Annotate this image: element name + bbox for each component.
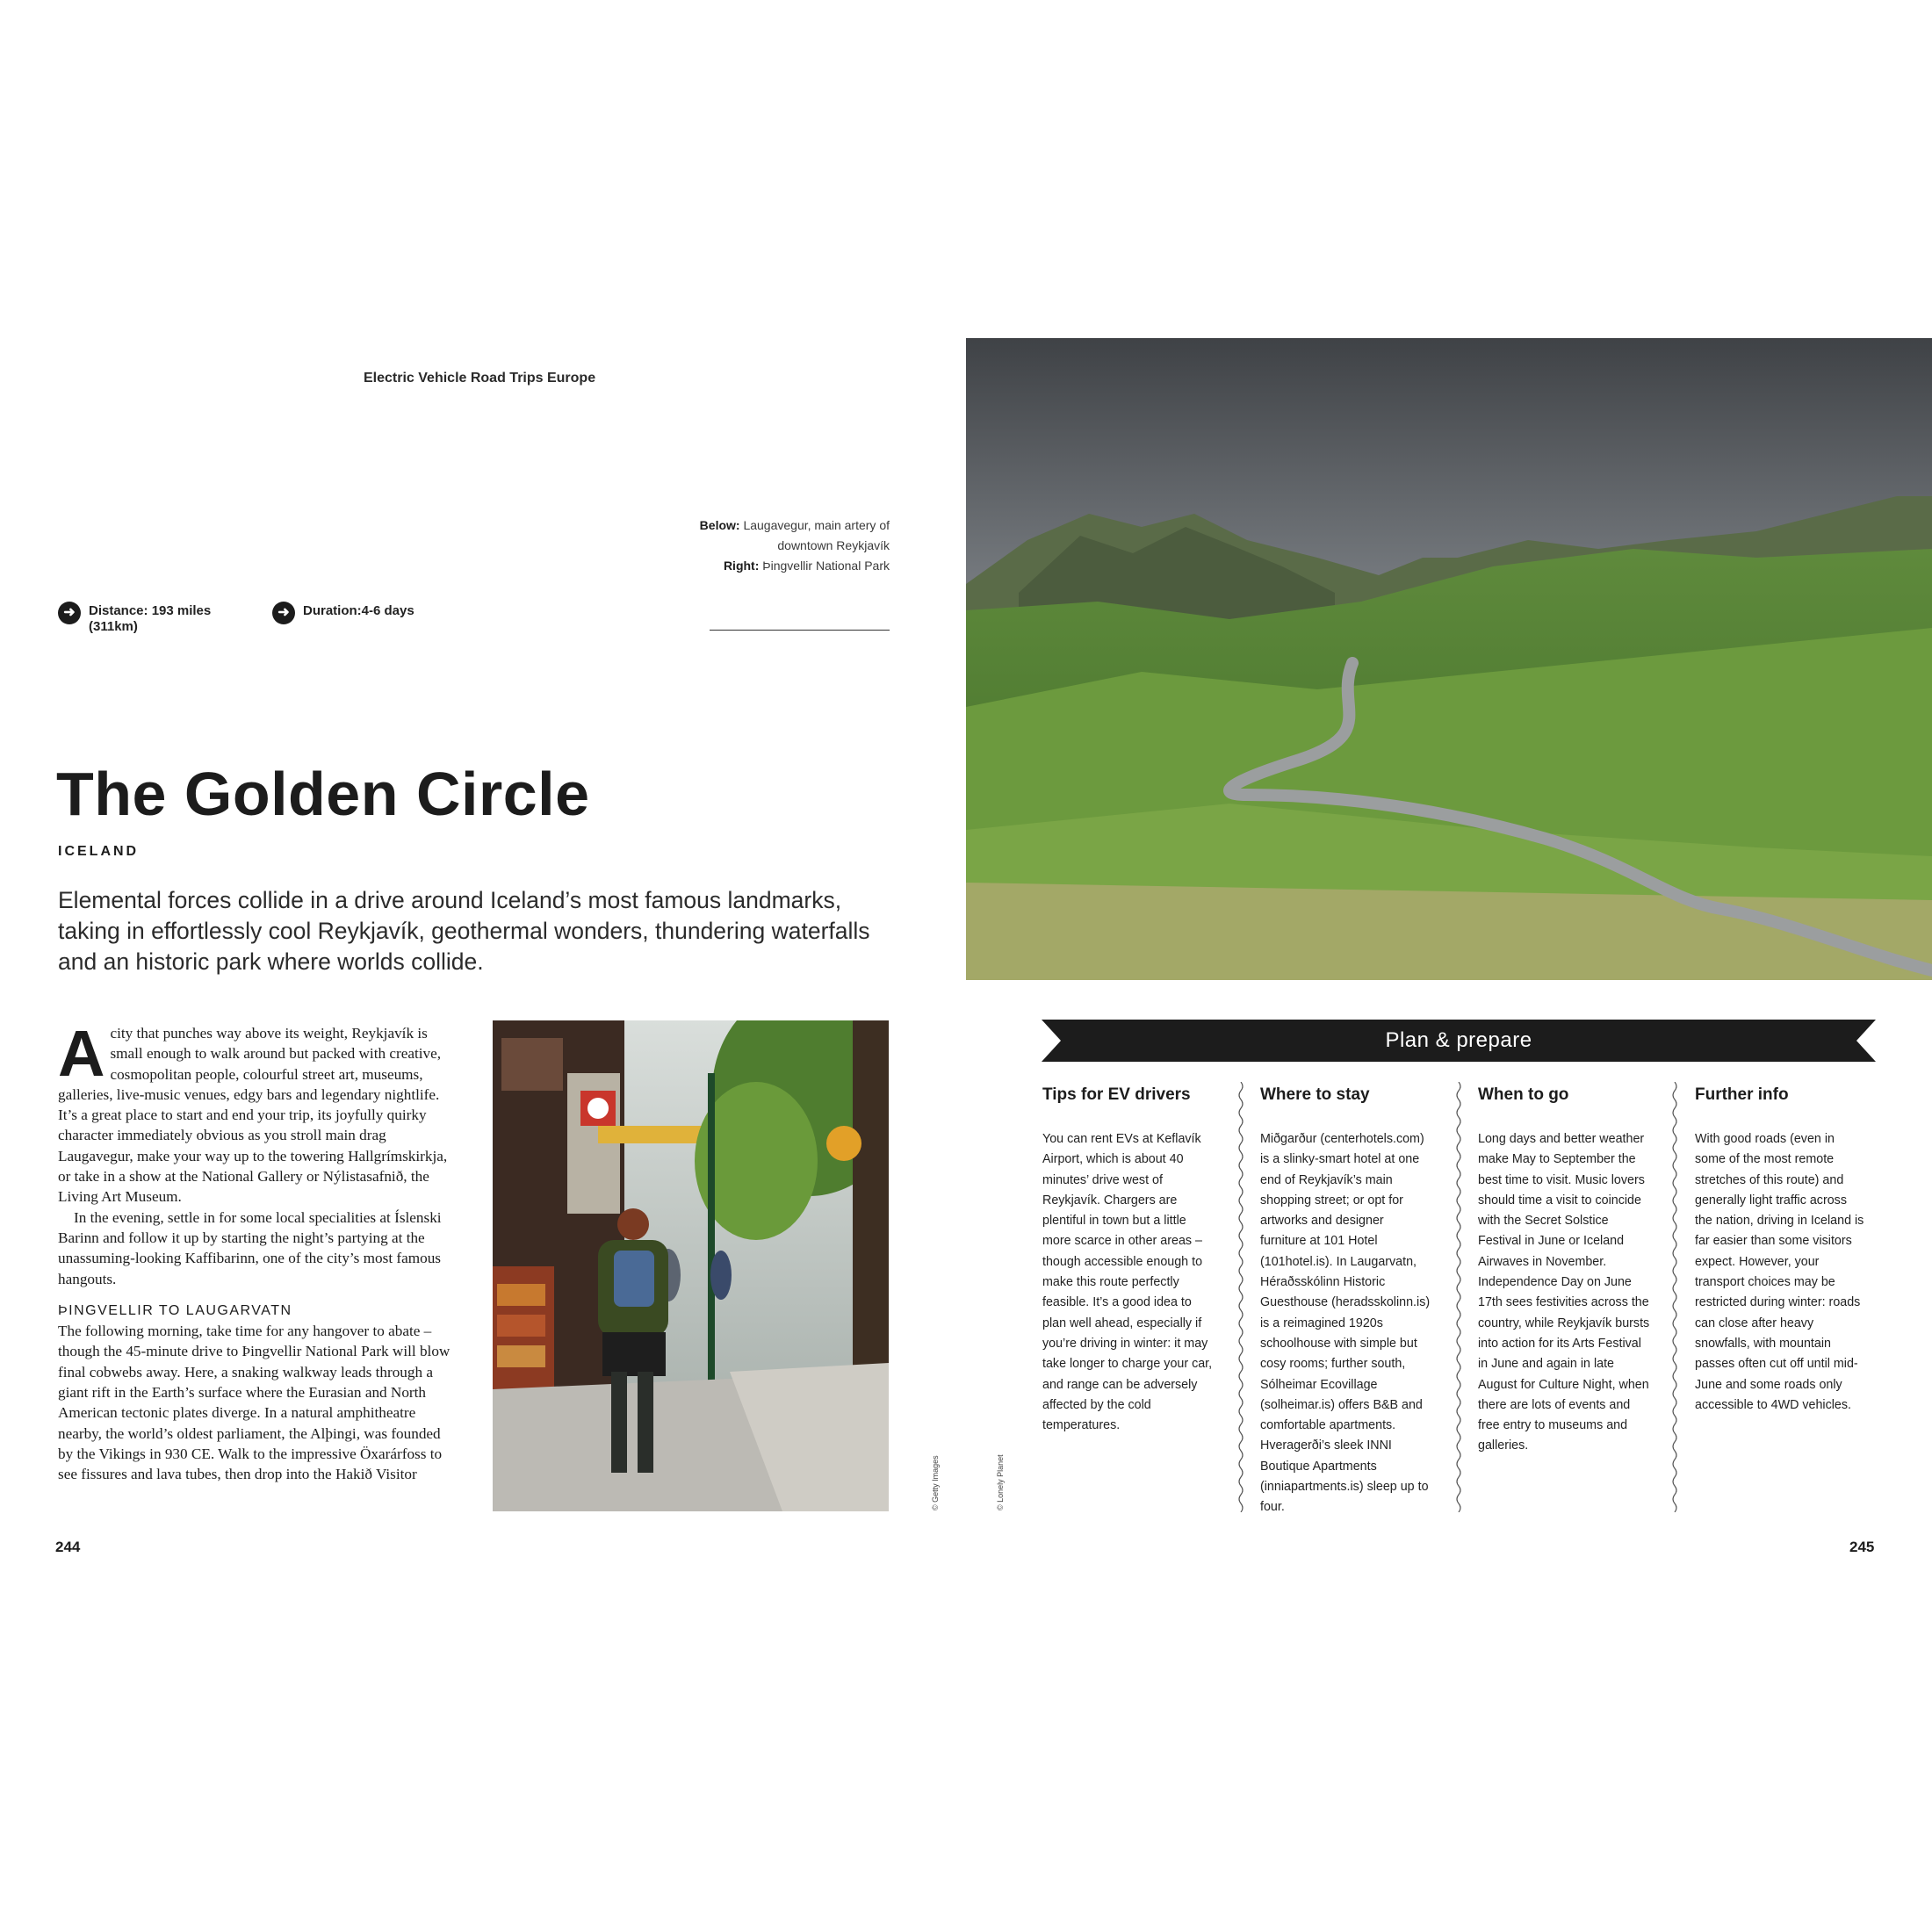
plan-column-text: Long days and better weather make May to September the best time to visit. Music lovers should time a visit to coincide with the Secret Solstice Festival in June or Iceland Airwaves in November. Independence Day on June 17th sees festivities across the country, while Reykjavík bursts into action for its Arts Festival in June and again in late August for Culture Night, when there are lots of events and free entry to museums and galleries. xyxy=(1478,1132,1650,1453)
distance-info xyxy=(58,603,211,635)
plan-column-text: Miðgarður (centerhotels.com) is a slinky-smart hotel at one end of Reykjavík’s main shopping street; or opt for artworks and designer furniture at 101 Hotel (101hotel.is). In Laugarvatn, Héraðsskólinn Historic Guesthouse (heradsskolinn.is) is a reimagined 1920s schoolhouse with simple but cosy rooms; further south, Sólheimar Ecovillage (solheimar.is) offers B&B and comfortable apartments. Hveragerði’s sleek INNI Boutique Apartments (inniapartments.is) sleep up to four. xyxy=(1260,1132,1431,1515)
country-label: ICELAND xyxy=(58,844,140,859)
landscape-photo xyxy=(966,338,1932,980)
photo-credit: © Lonely Planet xyxy=(996,1454,1005,1510)
plan-column-when-to-go xyxy=(1478,1084,1650,1457)
caption-right-text: Þingvellir National Park xyxy=(762,559,890,573)
plan-title: Plan & prepare xyxy=(1385,1028,1532,1052)
column-divider xyxy=(1455,1082,1462,1512)
column-divider xyxy=(1237,1082,1244,1512)
photo-caption xyxy=(694,515,890,576)
caption-right-label: Right: xyxy=(723,559,760,573)
standfirst: Elemental forces collide in a drive around Iceland’s most famous landmarks, taking in effortlessly cool Reykjavík, geothermal wonders, thundering waterfalls and an historic park where worlds collide. xyxy=(58,887,870,975)
caption-divider xyxy=(710,630,890,631)
body-paragraph: city that punches way above its weight, Reykjavík is small enough to walk around but packed with creative, cosmopolitan people, colourful street art, museums, galleries, live-music venues, edgy bars and legendary nightlife. It’s a great place to start and end your trip, its joyfully quirky character immediately obvious as you stroll main drag Laugavegur, make your way up to the towering Hallgrímskirkja, or take in a show at the National Gallery or Nýlistasafnið, the Living Art Museum. xyxy=(58,1025,448,1206)
photo-credit: © Getty Images xyxy=(931,1455,940,1510)
duration-label: Duration:4-6 days xyxy=(303,603,415,618)
page-title: The Golden Circle xyxy=(56,760,590,828)
street-photo xyxy=(493,1020,889,1511)
column-divider xyxy=(1671,1082,1678,1512)
page-number-left: 244 xyxy=(55,1539,81,1555)
body-paragraph: In the evening, settle in for some local specialities at Íslenski Barinn and follow it up by starting the night’s partying at the unassuming-looking Kaffibarinn, one of the city’s most famous hangouts. xyxy=(58,1208,442,1287)
duration-info xyxy=(272,603,415,624)
plan-column-ev-tips xyxy=(1042,1084,1215,1436)
plan-column-heading: When to go xyxy=(1478,1085,1569,1104)
page-number-right: 245 xyxy=(1849,1539,1875,1555)
plan-column-text: With good roads (even in some of the most remote stretches of this route) and generally light traffic across the nation, driving in Iceland is far easier than some visitors expect. However, your transport choices may be restricted during winter: roads can close after heavy snowfalls, with mountain passes often cut off until mid-June and some roads only accessible to 4WD vehicles. xyxy=(1695,1132,1864,1412)
section-subhead: ÞINGVELLIR TO LAUGARVATN xyxy=(58,1302,292,1318)
drop-cap: A xyxy=(58,1023,105,1090)
body-paragraph: The following morning, take time for any hangover to abate – though the 45-minute drive to Þingvellir National Park will blow final cobwebs away. Here, a snaking walkway leads through a giant rift in the Earth’s surface where the Eurasian and North American tectonic plates diverge. In a natural amphitheatre nearby, the world’s oldest parliament, the Alþingi, was founded by the Vikings in 930 CE. Walk to the impressive Öxarárfoss to see fissures and lava tubes, then drop into the Hakið Visitor xyxy=(58,1323,451,1483)
article-body xyxy=(58,1023,457,1515)
caption-below-label: Below: xyxy=(699,518,740,532)
plan-column-where-to-stay xyxy=(1260,1084,1432,1518)
distance-label: Distance: 193 miles (311km) xyxy=(89,603,212,634)
arrow-right-icon: ➜ xyxy=(272,602,295,624)
arrow-right-icon: ➜ xyxy=(58,602,81,624)
plan-column-heading: Where to stay xyxy=(1260,1085,1370,1104)
caption-below-text: Laugavegur, main artery of downtown Reykjavík xyxy=(743,518,890,552)
plan-column-heading: Tips for EV drivers xyxy=(1042,1085,1191,1104)
running-head: Electric Vehicle Road Trips Europe xyxy=(364,371,596,386)
plan-column-heading: Further info xyxy=(1695,1085,1789,1104)
plan-column-further-info xyxy=(1695,1084,1867,1416)
plan-column-text: You can rent EVs at Keflavík Airport, which is about 40 minutes’ drive west of Reykjavík. Chargers are plentiful in town but a little more scarce in other areas – though accessible enough to make this route perfectly feasible. It’s a good idea to plan well ahead, especially if you’re driving in winter: it may take longer to charge your car, and range can be adversely affected by the cold temperatures. xyxy=(1042,1132,1213,1433)
